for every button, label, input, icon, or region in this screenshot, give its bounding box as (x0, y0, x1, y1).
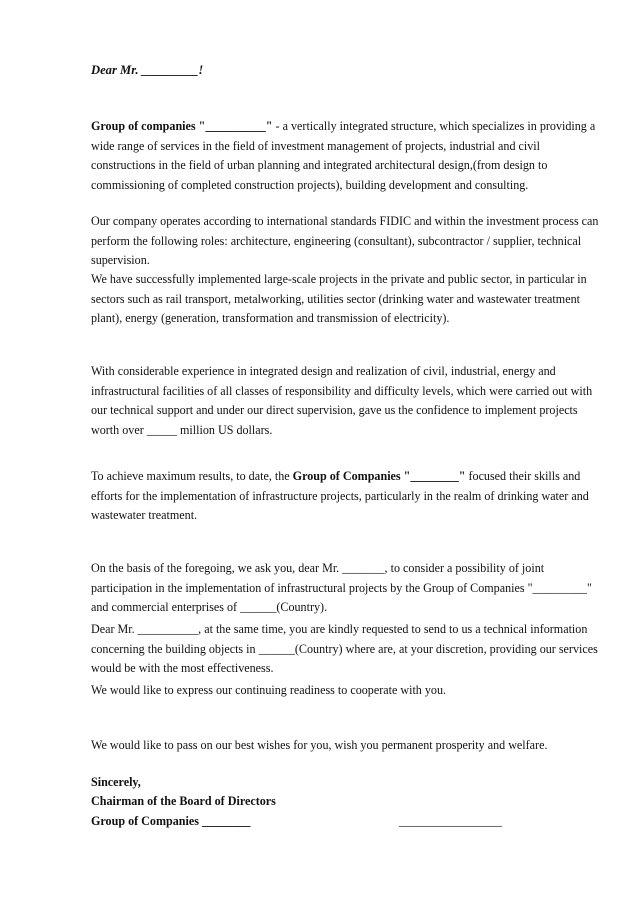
paragraph-projects: We have successfully implemented large-scale projects in the private and public sector, in particular in sectors such as rail transport, metalworking, utilities sector (drinking water and wastewater treatment plant), energy (generation, transformation and transmission of electricity). (91, 272, 587, 325)
focus-company-bold: Group of Companies "________" (292, 469, 466, 483)
focus-text-before: To achieve maximum results, to date, the (91, 469, 293, 483)
company-intro-text: - a vertically integrated structure, which specializes in providing a wide range of services in the field of investment management of projects, industrial and civil constructions in the field of urban planning and integrated architectural design,(from design to commissioning of completed construction projects), building development and consulting. (91, 119, 596, 192)
signature-line: _________________ (399, 814, 502, 828)
focus-text-after: focused their skills and efforts for the implementation of infrastructure projects, particularly in the realm of drinking water and wastewater treatment. (91, 469, 589, 522)
paragraph-standards: Our company operates according to international standards FIDIC and within the investment process can perform the following roles: architecture, engineering (consultant), subcontractor / supplier, technical supervision. (91, 214, 599, 267)
paragraph-focus (91, 467, 599, 526)
paragraph-request-participation: On the basis of the foregoing, we ask you, dear Mr. _______, to consider a possibility of joint participation in the implementation of infrastructural projects by the Group of Companies "_________" and commercial enterprises of ______(Country). (91, 561, 592, 614)
salutation: Dear Mr. _________! (91, 63, 204, 77)
paragraph-experience: With considerable experience in integrated design and realization of civil, industrial, energy and infrastructural facilities of all classes of responsibility and difficulty levels, which were carried out with our technical support and under our direct supervision, gave us the confidence to implement projects worth over _____ million US dollars. (91, 364, 593, 437)
paragraph-wishes: We would like to pass on our best wishes for you, wish you permanent prosperity and welfare. (91, 738, 548, 752)
closing-title: Chairman of the Board of Directors (91, 794, 276, 808)
paragraph-readiness: We would like to express our continuing readiness to cooperate with you. (91, 683, 447, 697)
paragraph-request-information: Dear Mr. __________, at the same time, you are kindly requested to send to us a technical information concerning the building objects in ______(Country) where are, at your discretion, providing our services would be with the most effectiveness. (91, 622, 598, 675)
paragraph-company-intro (91, 117, 599, 195)
closing-company: Group of Companies ________ (91, 814, 251, 828)
company-name-bold: Group of companies "__________" (91, 119, 273, 133)
closing-sincerely: Sincerely, (91, 775, 141, 789)
